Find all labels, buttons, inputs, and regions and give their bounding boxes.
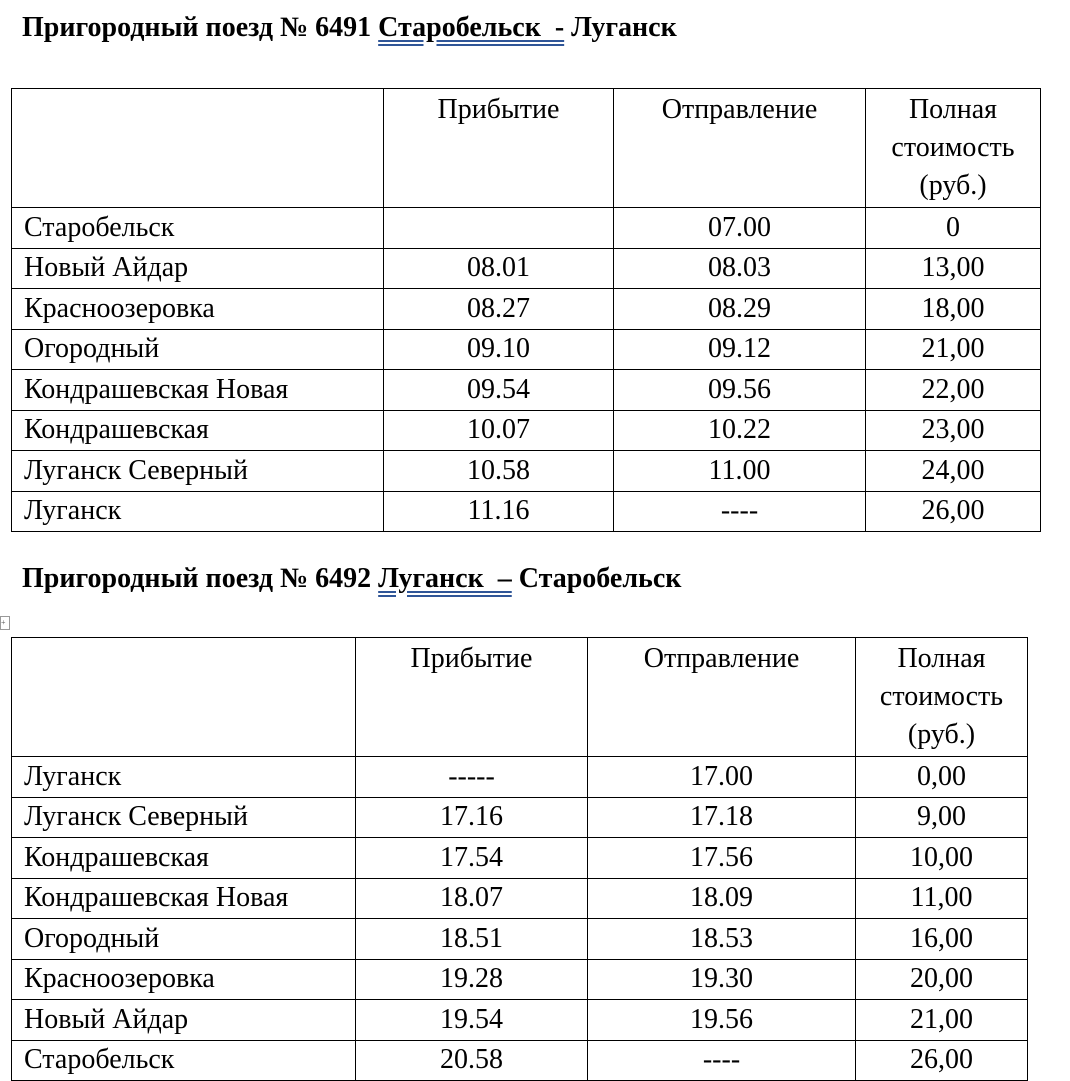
fare: 22,00 (866, 370, 1041, 411)
train-6492-title (22, 563, 681, 595)
column-header: Отправление (614, 89, 866, 208)
departure-time: 08.03 (614, 248, 866, 289)
arrival-time: 09.10 (384, 329, 614, 370)
column-header: Полная стоимость (руб.) (856, 638, 1028, 757)
departure-time: ---- (588, 1040, 856, 1081)
fare: 26,00 (866, 491, 1041, 532)
station-name: Красноозеровка (12, 289, 384, 330)
title-prefix: Пригородный поезд № 6492 (22, 563, 379, 594)
station-name: Огородный (12, 329, 384, 370)
train-6492-schedule-table (11, 637, 1028, 1081)
title-route-from: Старобельск - (378, 12, 565, 43)
fare: 26,00 (856, 1040, 1028, 1081)
column-header: Прибытие (356, 638, 588, 757)
departure-time: 17.56 (588, 838, 856, 879)
station-name: Луганск (12, 491, 384, 532)
station-name: Старобельск (12, 1040, 356, 1081)
station-name: Огородный (12, 919, 356, 960)
departure-time: ---- (614, 491, 866, 532)
table-row (12, 797, 1028, 838)
arrival-time: 18.07 (356, 878, 588, 919)
table-row (12, 757, 1028, 798)
station-name: Старобельск (12, 208, 384, 249)
column-header (12, 89, 384, 208)
arrival-time: 19.54 (356, 1000, 588, 1041)
fare: 0,00 (856, 757, 1028, 798)
table-row (12, 208, 1041, 249)
departure-time: 19.56 (588, 1000, 856, 1041)
table-row (12, 838, 1028, 879)
column-header: Отправление (588, 638, 856, 757)
table-row (12, 451, 1041, 492)
arrival-time: 10.07 (384, 410, 614, 451)
table-row (12, 410, 1041, 451)
fare: 10,00 (856, 838, 1028, 879)
table-row (12, 1040, 1028, 1081)
arrival-time: 11.16 (384, 491, 614, 532)
departure-time: 08.29 (614, 289, 866, 330)
arrival-time: 19.28 (356, 959, 588, 1000)
station-name: Кондрашевская Новая (12, 370, 384, 411)
fare: 18,00 (866, 289, 1041, 330)
departure-time: 17.18 (588, 797, 856, 838)
table-row (12, 959, 1028, 1000)
arrival-time: 18.51 (356, 919, 588, 960)
departure-time: 18.09 (588, 878, 856, 919)
title-prefix: Пригородный поезд № 6491 (22, 12, 379, 43)
station-name: Луганск Северный (12, 797, 356, 838)
fare: 11,00 (856, 878, 1028, 919)
table-row (12, 370, 1041, 411)
fare: 23,00 (866, 410, 1041, 451)
station-name: Красноозеровка (12, 959, 356, 1000)
departure-time: 19.30 (588, 959, 856, 1000)
train-6491-title (22, 12, 677, 44)
station-name: Кондрашевская (12, 838, 356, 879)
fare: 0 (866, 208, 1041, 249)
fare: 9,00 (856, 797, 1028, 838)
departure-time: 17.00 (588, 757, 856, 798)
arrival-time: 20.58 (356, 1040, 588, 1081)
table-header-row (12, 89, 1041, 208)
departure-time: 11.00 (614, 451, 866, 492)
table-row (12, 878, 1028, 919)
table-header-row (12, 638, 1028, 757)
departure-time: 10.22 (614, 410, 866, 451)
station-name: Кондрашевская Новая (12, 878, 356, 919)
station-name: Кондрашевская (12, 410, 384, 451)
fare: 21,00 (866, 329, 1041, 370)
arrival-time: 08.01 (384, 248, 614, 289)
fare: 16,00 (856, 919, 1028, 960)
fare: 20,00 (856, 959, 1028, 1000)
column-header (12, 638, 356, 757)
table-row (12, 248, 1041, 289)
train-6491-schedule-table (11, 88, 1041, 532)
column-header: Полная стоимость (руб.) (866, 89, 1041, 208)
departure-time: 07.00 (614, 208, 866, 249)
title-route-from: Луганск – (378, 563, 512, 594)
table-row (12, 919, 1028, 960)
title-route-to: Луганск (564, 12, 677, 43)
arrival-time: 17.54 (356, 838, 588, 879)
fare: 24,00 (866, 451, 1041, 492)
table-row (12, 1000, 1028, 1041)
title-route-to: Старобельск (511, 563, 682, 594)
arrival-time (384, 208, 614, 249)
fare: 21,00 (856, 1000, 1028, 1041)
departure-time: 09.56 (614, 370, 866, 411)
station-name: Луганск (12, 757, 356, 798)
table-move-handle[interactable]: + (0, 616, 10, 630)
table-row (12, 491, 1041, 532)
departure-time: 09.12 (614, 329, 866, 370)
arrival-time: 10.58 (384, 451, 614, 492)
departure-time: 18.53 (588, 919, 856, 960)
arrival-time: 17.16 (356, 797, 588, 838)
station-name: Луганск Северный (12, 451, 384, 492)
arrival-time: 08.27 (384, 289, 614, 330)
column-header: Прибытие (384, 89, 614, 208)
station-name: Новый Айдар (12, 1000, 356, 1041)
arrival-time: 09.54 (384, 370, 614, 411)
station-name: Новый Айдар (12, 248, 384, 289)
table-row (12, 289, 1041, 330)
fare: 13,00 (866, 248, 1041, 289)
arrival-time: ----- (356, 757, 588, 798)
table-row (12, 329, 1041, 370)
